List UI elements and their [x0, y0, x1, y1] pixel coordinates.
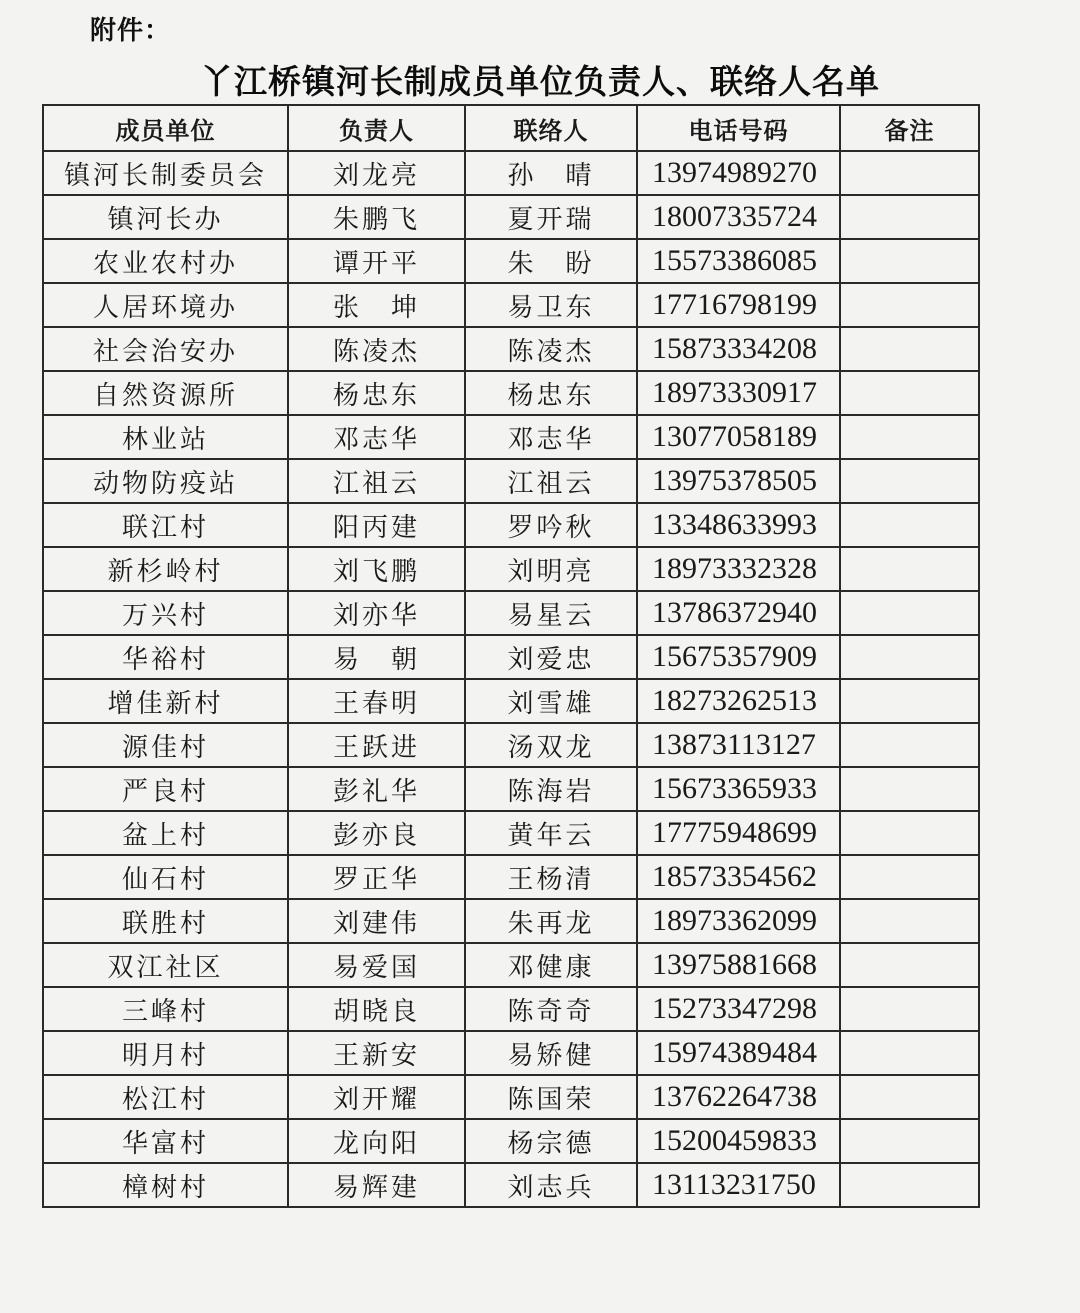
member-unit-cell: 华富村 [43, 1119, 288, 1163]
table-row [43, 591, 979, 635]
remark-cell [840, 151, 979, 195]
table-row [43, 195, 979, 239]
liaison-person-cell: 朱再龙 [465, 899, 637, 943]
liaison-person-cell: 易矫健 [465, 1031, 637, 1075]
responsible-person-cell: 杨忠东 [288, 371, 465, 415]
phone-number-cell: 15873334208 [637, 327, 840, 371]
document-title: 丫江桥镇河长制成员单位负责人、联络人名单 [200, 62, 880, 101]
phone-number-cell: 15273347298 [637, 987, 840, 1031]
column-header-phone: 电话号码 [637, 105, 840, 151]
table-row [43, 1119, 979, 1163]
member-unit-cell: 三峰村 [43, 987, 288, 1031]
phone-number-cell: 18973332328 [637, 547, 840, 591]
phone-number-cell: 17775948699 [637, 811, 840, 855]
phone-number-cell: 18273262513 [637, 679, 840, 723]
phone-number-cell: 13348633993 [637, 503, 840, 547]
responsible-person-cell: 胡晓良 [288, 987, 465, 1031]
table-row [43, 283, 979, 327]
liaison-person-cell: 刘明亮 [465, 547, 637, 591]
responsible-person-cell: 龙向阳 [288, 1119, 465, 1163]
liaison-person-cell: 孙 晴 [465, 151, 637, 195]
table-row [43, 415, 979, 459]
table-row [43, 899, 979, 943]
remark-cell [840, 591, 979, 635]
table-row [43, 239, 979, 283]
liaison-person-cell: 刘雪雄 [465, 679, 637, 723]
table-row [43, 151, 979, 195]
remark-cell [840, 1031, 979, 1075]
responsible-person-cell: 刘开耀 [288, 1075, 465, 1119]
remark-cell [840, 239, 979, 283]
column-header-head: 负责人 [288, 105, 465, 151]
table-row [43, 855, 979, 899]
member-unit-cell: 明月村 [43, 1031, 288, 1075]
responsible-person-cell: 刘亦华 [288, 591, 465, 635]
liaison-person-cell: 陈海岩 [465, 767, 637, 811]
liaison-person-cell: 陈奇奇 [465, 987, 637, 1031]
table-row [43, 635, 979, 679]
member-unit-cell: 华裕村 [43, 635, 288, 679]
remark-cell [840, 899, 979, 943]
table-row [43, 943, 979, 987]
remark-cell [840, 547, 979, 591]
remark-cell [840, 723, 979, 767]
member-unit-cell: 联胜村 [43, 899, 288, 943]
member-unit-cell: 社会治安办 [43, 327, 288, 371]
liaison-person-cell: 罗吟秋 [465, 503, 637, 547]
phone-number-cell: 13974989270 [637, 151, 840, 195]
responsible-person-cell: 阳丙建 [288, 503, 465, 547]
responsible-person-cell: 王跃进 [288, 723, 465, 767]
member-unit-cell: 松江村 [43, 1075, 288, 1119]
member-unit-cell: 镇河长制委员会 [43, 151, 288, 195]
column-header-unit: 成员单位 [43, 105, 288, 151]
liaison-person-cell: 邓志华 [465, 415, 637, 459]
member-unit-cell: 动物防疫站 [43, 459, 288, 503]
responsible-person-cell: 易爱国 [288, 943, 465, 987]
phone-number-cell: 15673365933 [637, 767, 840, 811]
responsible-person-cell: 王新安 [288, 1031, 465, 1075]
responsible-person-cell: 彭礼华 [288, 767, 465, 811]
phone-number-cell: 15200459833 [637, 1119, 840, 1163]
remark-cell [840, 855, 979, 899]
liaison-person-cell: 易星云 [465, 591, 637, 635]
table-row [43, 327, 979, 371]
phone-number-cell: 13873113127 [637, 723, 840, 767]
remark-cell [840, 635, 979, 679]
phone-number-cell: 13762264738 [637, 1075, 840, 1119]
liaison-person-cell: 邓健康 [465, 943, 637, 987]
liaison-person-cell: 杨忠东 [465, 371, 637, 415]
table-row [43, 1075, 979, 1119]
phone-number-cell: 13077058189 [637, 415, 840, 459]
column-header-note: 备注 [840, 105, 979, 151]
liaison-person-cell: 陈国荣 [465, 1075, 637, 1119]
table-row [43, 547, 979, 591]
table-row [43, 1163, 979, 1207]
member-unit-cell: 樟树村 [43, 1163, 288, 1207]
phone-number-cell: 15675357909 [637, 635, 840, 679]
phone-number-cell: 15974389484 [637, 1031, 840, 1075]
responsible-person-cell: 陈凌杰 [288, 327, 465, 371]
attachment-label: 附件： [90, 16, 172, 46]
responsible-person-cell: 刘建伟 [288, 899, 465, 943]
remark-cell [840, 1119, 979, 1163]
phone-number-cell: 13113231750 [637, 1163, 840, 1207]
responsible-person-cell: 罗正华 [288, 855, 465, 899]
member-unit-cell: 联江村 [43, 503, 288, 547]
responsible-person-cell: 易 朝 [288, 635, 465, 679]
responsible-person-cell: 朱鹏飞 [288, 195, 465, 239]
liaison-person-cell: 陈凌杰 [465, 327, 637, 371]
table-header-row [43, 105, 979, 151]
responsible-person-cell: 易辉建 [288, 1163, 465, 1207]
liaison-person-cell: 朱 盼 [465, 239, 637, 283]
remark-cell [840, 943, 979, 987]
table-row [43, 679, 979, 723]
phone-number-cell: 13975378505 [637, 459, 840, 503]
liaison-person-cell: 刘志兵 [465, 1163, 637, 1207]
member-unit-cell: 严良村 [43, 767, 288, 811]
remark-cell [840, 679, 979, 723]
remark-cell [840, 811, 979, 855]
table-row [43, 767, 979, 811]
table-row [43, 503, 979, 547]
responsible-person-cell: 刘飞鹏 [288, 547, 465, 591]
responsible-person-cell: 张 坤 [288, 283, 465, 327]
member-unit-cell: 源佳村 [43, 723, 288, 767]
liaison-person-cell: 黄年云 [465, 811, 637, 855]
remark-cell [840, 987, 979, 1031]
member-unit-cell: 镇河长办 [43, 195, 288, 239]
phone-number-cell: 13786372940 [637, 591, 840, 635]
remark-cell [840, 327, 979, 371]
responsible-person-cell: 王春明 [288, 679, 465, 723]
liaison-person-cell: 江祖云 [465, 459, 637, 503]
member-unit-cell: 农业农村办 [43, 239, 288, 283]
phone-number-cell: 18973330917 [637, 371, 840, 415]
member-unit-cell: 双江社区 [43, 943, 288, 987]
responsible-person-cell: 邓志华 [288, 415, 465, 459]
remark-cell [840, 767, 979, 811]
phone-number-cell: 17716798199 [637, 283, 840, 327]
member-unit-cell: 盆上村 [43, 811, 288, 855]
member-unit-cell: 增佳新村 [43, 679, 288, 723]
member-roster-table [42, 104, 980, 1208]
member-unit-cell: 仙石村 [43, 855, 288, 899]
phone-number-cell: 13975881668 [637, 943, 840, 987]
remark-cell [840, 371, 979, 415]
table-body [43, 151, 979, 1207]
table-row [43, 459, 979, 503]
table-row [43, 811, 979, 855]
responsible-person-cell: 彭亦良 [288, 811, 465, 855]
liaison-person-cell: 易卫东 [465, 283, 637, 327]
remark-cell [840, 1163, 979, 1207]
column-header-contact: 联络人 [465, 105, 637, 151]
table-row [43, 987, 979, 1031]
liaison-person-cell: 刘爱忠 [465, 635, 637, 679]
responsible-person-cell: 刘龙亮 [288, 151, 465, 195]
member-unit-cell: 万兴村 [43, 591, 288, 635]
liaison-person-cell: 汤双龙 [465, 723, 637, 767]
table-row [43, 1031, 979, 1075]
phone-number-cell: 18573354562 [637, 855, 840, 899]
member-unit-cell: 新杉岭村 [43, 547, 288, 591]
table-row [43, 723, 979, 767]
remark-cell [840, 459, 979, 503]
remark-cell [840, 195, 979, 239]
remark-cell [840, 415, 979, 459]
remark-cell [840, 283, 979, 327]
liaison-person-cell: 夏开瑞 [465, 195, 637, 239]
table-row [43, 371, 979, 415]
remark-cell [840, 503, 979, 547]
remark-cell [840, 1075, 979, 1119]
member-unit-cell: 自然资源所 [43, 371, 288, 415]
liaison-person-cell: 杨宗德 [465, 1119, 637, 1163]
responsible-person-cell: 谭开平 [288, 239, 465, 283]
member-unit-cell: 林业站 [43, 415, 288, 459]
phone-number-cell: 18973362099 [637, 899, 840, 943]
member-unit-cell: 人居环境办 [43, 283, 288, 327]
liaison-person-cell: 王杨清 [465, 855, 637, 899]
phone-number-cell: 15573386085 [637, 239, 840, 283]
phone-number-cell: 18007335724 [637, 195, 840, 239]
responsible-person-cell: 江祖云 [288, 459, 465, 503]
